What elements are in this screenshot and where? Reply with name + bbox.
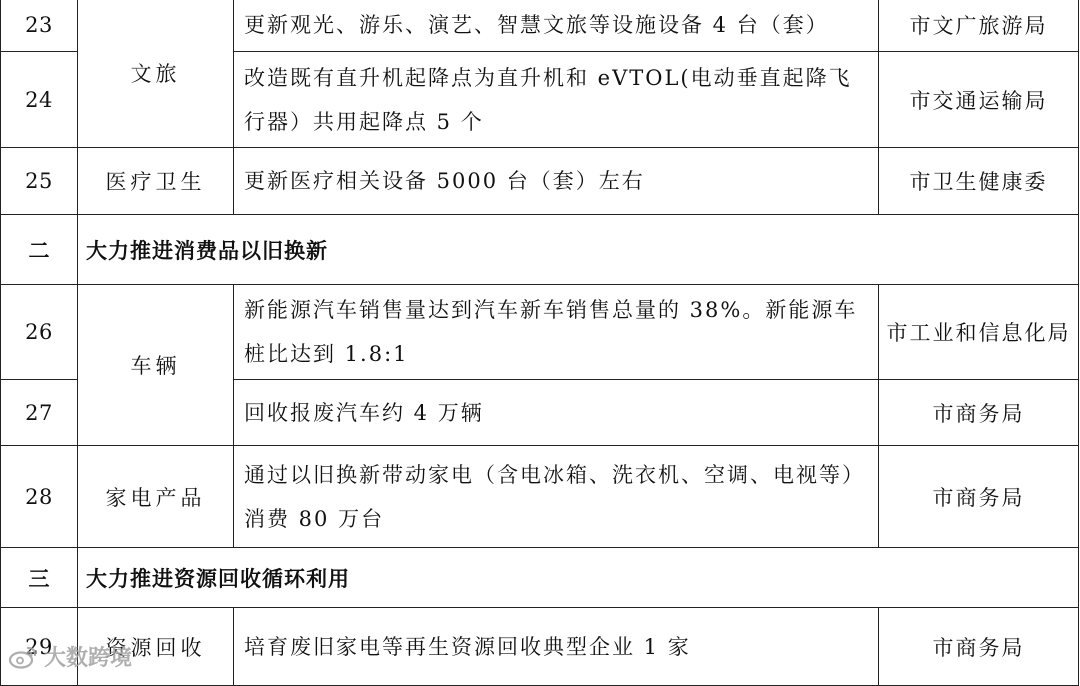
table-row bbox=[1, 285, 1079, 380]
row-number: 26 bbox=[1, 285, 78, 380]
section-title: 大力推进消费品以旧换新 bbox=[78, 215, 1079, 285]
task-cell: 通过以旧换新带动家电（含电冰箱、洗衣机、空调、电视等）消费 80 万台 bbox=[234, 446, 879, 548]
row-number: 25 bbox=[1, 148, 78, 215]
department-cell: 市商务局 bbox=[879, 608, 1079, 686]
department-cell: 市工业和信息化局 bbox=[879, 285, 1079, 380]
department-cell: 市商务局 bbox=[879, 380, 1079, 446]
category-cell: 资源回收 bbox=[78, 608, 234, 686]
weibo-logo-icon bbox=[8, 645, 38, 669]
department-cell: 市卫生健康委 bbox=[879, 148, 1079, 215]
task-cell: 更新观光、游乐、演艺、智慧文旅等设施设备 4 台（套） bbox=[234, 0, 879, 52]
row-number: 28 bbox=[1, 446, 78, 548]
task-cell: 回收报废汽车约 4 万辆 bbox=[234, 380, 879, 446]
section-header-row bbox=[1, 215, 1079, 285]
watermark bbox=[8, 641, 132, 672]
task-cell: 培育废旧家电等再生资源回收典型企业 1 家 bbox=[234, 608, 879, 686]
section-number: 三 bbox=[1, 548, 78, 608]
table-row bbox=[1, 608, 1079, 686]
section-title: 大力推进资源回收循环利用 bbox=[78, 548, 1079, 608]
table-row bbox=[1, 148, 1079, 215]
section-number: 二 bbox=[1, 215, 78, 285]
category-cell: 家电产品 bbox=[78, 446, 234, 548]
task-cell: 改造既有直升机起降点为直升机和 eVTOL(电动垂直起降飞行器）共用起降点 5 个 bbox=[234, 52, 879, 148]
watermark-text: 大数跨境 bbox=[44, 646, 133, 671]
table-row bbox=[1, 446, 1079, 548]
department-cell: 市商务局 bbox=[879, 446, 1079, 548]
task-cell: 更新医疗相关设备 5000 台（套）左右 bbox=[234, 148, 879, 215]
table-row bbox=[1, 0, 1079, 52]
row-number: 27 bbox=[1, 380, 78, 446]
department-cell: 市文广旅游局 bbox=[879, 0, 1079, 52]
row-number: 23 bbox=[1, 0, 78, 52]
section-header-row bbox=[1, 548, 1079, 608]
category-cell: 文旅 bbox=[78, 0, 234, 148]
department-cell: 市交通运输局 bbox=[879, 52, 1079, 148]
category-cell: 车辆 bbox=[78, 285, 234, 446]
row-number: 29 bbox=[1, 608, 78, 686]
category-cell: 医疗卫生 bbox=[78, 148, 234, 215]
task-cell: 新能源汽车销售量达到汽车新车销售总量的 38%。新能源车桩比达到 1.8:1 bbox=[234, 285, 879, 380]
row-number: 24 bbox=[1, 52, 78, 148]
